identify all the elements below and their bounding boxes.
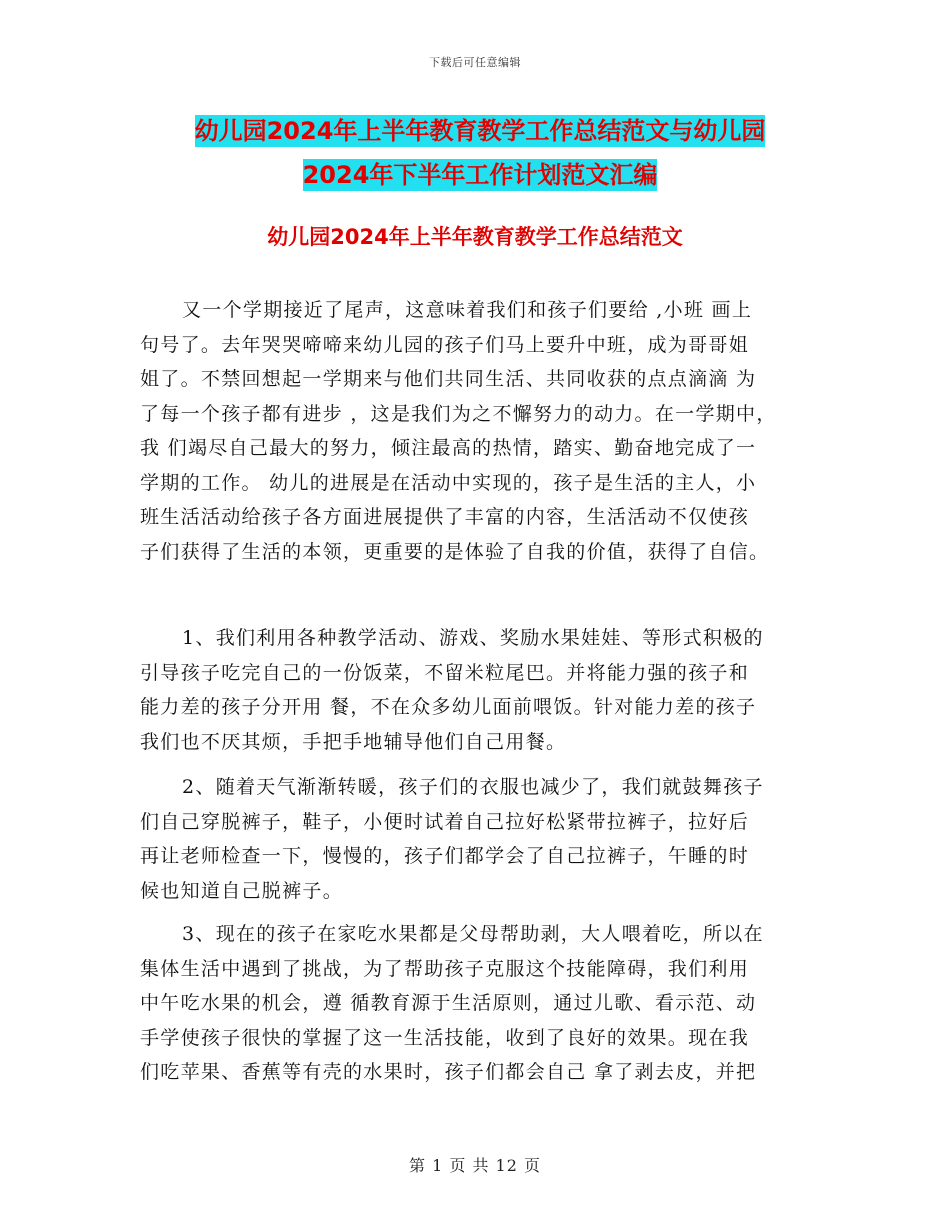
paragraph-line: 又一个学期接近了尾声，这意味着我们和孩子们要给 ,小班 画上 — [182, 299, 753, 321]
main-title-line-1 — [140, 108, 820, 154]
paragraph-line: 2、随着天气渐渐转暖，孩子们的衣服也减少了，我们就鼓舞孩子 — [182, 776, 764, 798]
paragraph-line: 候也知道自己脱裤子。 — [140, 879, 344, 902]
paragraph-line: 再让老师检查一下，慢慢的，孩子们都学会了自己拉裤子，午睡的时 — [140, 845, 750, 867]
paragraph-line: 子们获得了生活的本领，更重要的是体验了自我的价值，获得了自信。 — [140, 540, 770, 563]
main-title-line-1-text: 幼儿园2024年上半年教育教学工作总结范文与幼儿园 — [194, 117, 766, 145]
paragraph-line: 集体生活中遇到了挑战，为了帮助孩子克服这个技能障碍，我们利用 — [140, 957, 750, 980]
paragraph-line: 姐了。不禁回想起一学期来与他们共同生活、共同收获的点点滴滴 为 — [140, 368, 757, 390]
paragraph-line: 1、我们利用各种教学活动、游戏、奖励水果娃娃、等形式积极的 — [182, 627, 764, 649]
paragraph-line: 中午吃水果的机会，遵 循教育源于生活原则，通过儿歌、看示范、动 — [140, 992, 757, 1014]
intro-paragraph — [140, 293, 820, 569]
item-3-paragraph — [140, 917, 820, 1090]
paragraph-line: 们吃苹果、香蕉等有壳的水果时，孩子们都会自己 拿了剥去皮，并把 — [140, 1061, 757, 1083]
paragraph-line: 句号了。去年哭哭啼啼来幼儿园的孩子们马上要升中班，成为哥哥姐 — [140, 333, 750, 356]
item-2-paragraph — [140, 770, 820, 908]
paragraph-line: 们自己穿脱裤子，鞋子，小便时试着自己拉好松紧带拉裤子，拉好后 — [140, 810, 750, 833]
paragraph-line: 了每一个孩子都有进步 ，这是我们为之不懈努力的动力。在一学期中， — [140, 402, 777, 425]
paragraph-line: 引导孩子吃完自己的一份饭菜，不留米粒尾巴。并将能力强的孩子和 — [140, 661, 750, 684]
page-footer: 第 1 页 共 12 页 — [409, 1156, 541, 1175]
paragraph-line: 我 们竭尽自己最大的努力，倾注最高的热情，踏实、勤奋地完成了一 — [140, 437, 757, 459]
paragraph-line: 3、现在的孩子在家吃水果都是父母帮助剥，大人喂着吃，所以在 — [182, 923, 764, 945]
main-title-line-2-text: 2024年下半年工作计划范文汇编 — [302, 161, 658, 189]
section-subtitle: 幼儿园2024年上半年教育教学工作总结范文 — [267, 225, 683, 249]
paragraph-line: 能力差的孩子分开用 餐，不在众多幼儿面前喂饭。针对能力差的孩子 — [140, 696, 757, 718]
main-title-line-2 — [140, 152, 820, 198]
item-1-paragraph — [140, 621, 820, 759]
paragraph-line: 班生活活动给孩子各方面进展提供了丰富的内容，生活活动不仅使孩 — [140, 506, 750, 528]
paragraph-line: 学期的工作。 幼儿的进展是在活动中实现的，孩子是生活的主人，小 — [140, 471, 757, 494]
paragraph-line: 手学使孩子很快的掌握了这一生活技能，收到了良好的效果。现在我 — [140, 1026, 750, 1049]
paragraph-line: 我们也不厌其烦，手把手地辅导他们自己用餐。 — [140, 730, 567, 753]
header-note: 下载后可任意编辑 — [429, 56, 521, 69]
